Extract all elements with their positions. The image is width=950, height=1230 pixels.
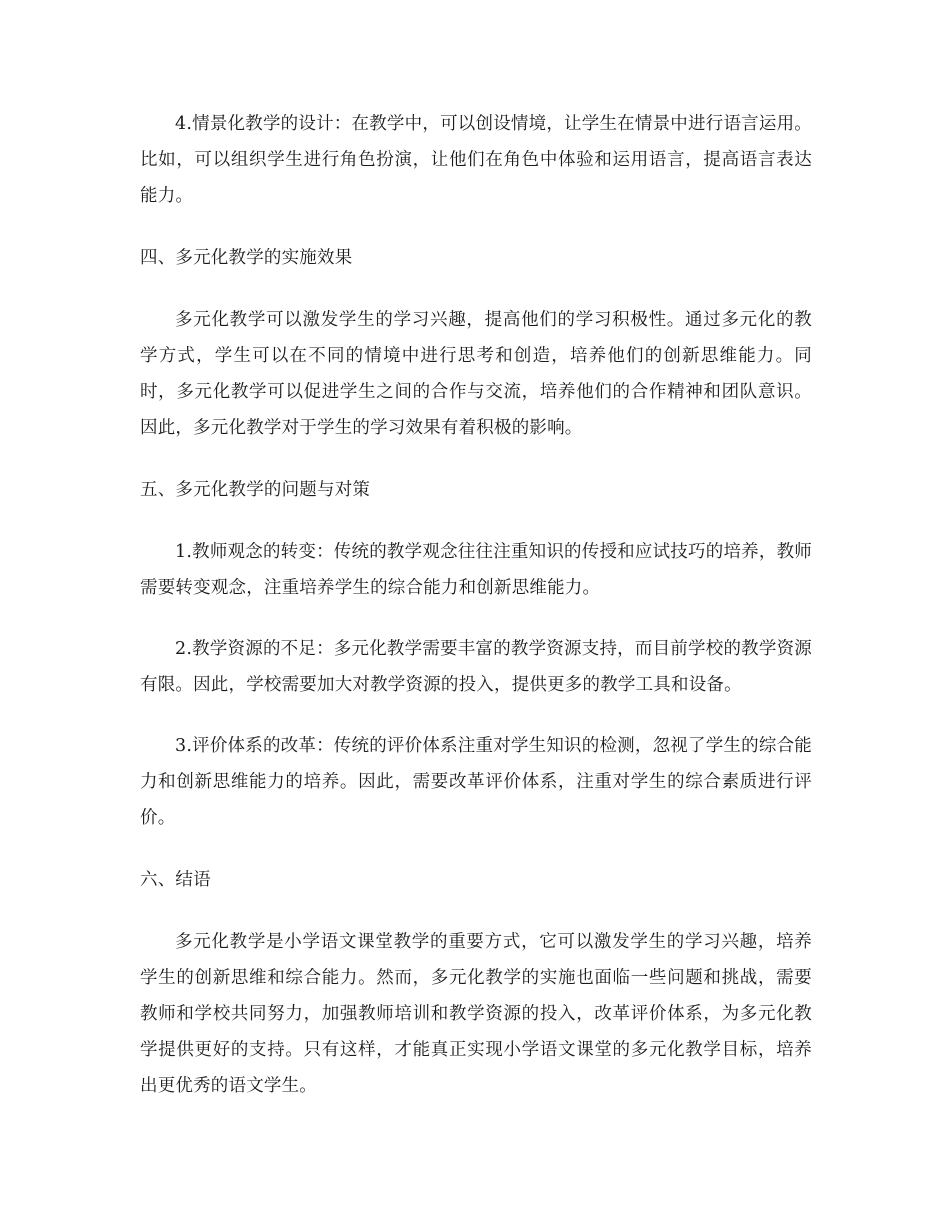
- paragraph-evaluation-reform: 3.评价体系的改革：传统的评价体系注重对学生知识的检测，忽视了学生的综合能力和创新思维能力的培养。因此，需要改革评价体系，注重对学生的综合素质进行评价。: [140, 736, 812, 828]
- paragraph-teacher-concept: 1.教师观念的转变：传统的教学观念往往注重知识的传授和应试技巧的培养，教师需要转变观念，注重培养学生的综合能力和创新思维能力。: [140, 542, 812, 598]
- section-heading-4: 四、多元化教学的实施效果: [140, 248, 353, 268]
- paragraph-teaching-resources: 2.教学资源的不足：多元化教学需要丰富的教学资源支持，而目前学校的教学资源有限。因此，学校需要加大对教学资源的投入，提供更多的教学工具和设备。: [140, 639, 812, 695]
- section-heading-6: 六、结语: [140, 870, 211, 890]
- paragraph-implementation-effects: 多元化教学可以激发学生的学习兴趣，提高他们的学习积极性。通过多元化的教学方式，学生可以在不同的情境中进行思考和创造，培养他们的创新思维能力。同时，多元化教学可以促进学生之间的合作与交流，培养他们的合作精神和团队意识。因此，多元化教学对于学生的学习效果有着积极的影响。: [140, 310, 812, 438]
- document-body: [140, 106, 812, 1104]
- paragraph-conclusion: 多元化教学是小学语文课堂教学的重要方式，它可以激发学生的学习兴趣，培养学生的创新思维和综合能力。然而，多元化教学的实施也面临一些问题和挑战，需要教师和学校共同努力，加强教师培训和教学资源的投入，改革评价体系，为多元化教学提供更好的支持。只有这样，才能真正实现小学语文课堂的多元化教学目标，培养出更优秀的语文学生。: [140, 932, 812, 1096]
- paragraph-situational-teaching: 4.情景化教学的设计：在教学中，可以创设情境，让学生在情景中进行语言运用。比如，可以组织学生进行角色扮演，让他们在角色中体验和运用语言，提高语言表达能力。: [140, 114, 812, 206]
- section-heading-5: 五、多元化教学的问题与对策: [140, 480, 371, 500]
